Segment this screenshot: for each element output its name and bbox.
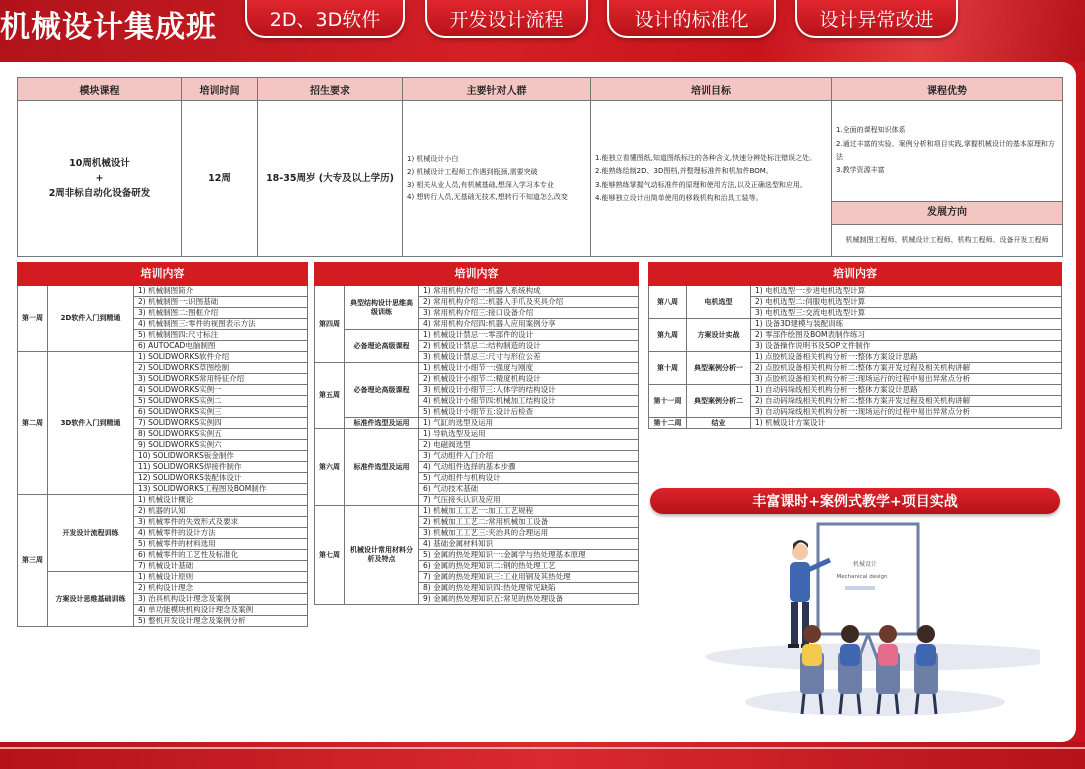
table-row — [315, 418, 639, 429]
module-name-cell: 必备理论高级课程 — [345, 363, 419, 418]
list-item: 4) SOLIDWORKS实例一 — [134, 385, 308, 396]
list-item: 6) 金属的热处理知识二:钢的热处理工艺 — [419, 561, 639, 572]
list-item: 3) 机械设计禁忌三:尺寸与形位公差 — [419, 352, 639, 363]
page-title: 机械设计集成班 — [0, 10, 217, 45]
week-cell: 第二周 — [18, 352, 48, 495]
week-cell: 第五周 — [315, 363, 345, 429]
advantages-cell: 1.全面的课程知识体系 2.通过丰富的实验、案例分析和项目实践,掌握机械设计的基本原理和方法 3.教学资源丰富 — [832, 101, 1063, 202]
table-row — [315, 506, 639, 517]
list-item: 1) 自动码垛线相关机构分析一:整体方案设计思路 — [751, 385, 1062, 396]
classroom-illustration — [700, 522, 1040, 722]
table-row — [649, 352, 1062, 363]
list-item: 4) 单功能模块机构设计理念及案例 — [134, 605, 308, 616]
content-header-row — [18, 263, 308, 286]
week-cell: 第四周 — [315, 286, 345, 363]
list-item: 4) 机械制图三:零件的视图表示方法 — [134, 319, 308, 330]
list-item: 2) 机械加工工艺二:常用机械加工设备 — [419, 517, 639, 528]
list-item: 3) 常用机构介绍三:接口设备介绍 — [419, 308, 639, 319]
module-name-cell: 必备理论高级课程 — [345, 330, 419, 363]
list-item: 5) 气动组件与机构设计 — [419, 473, 639, 484]
module-name-cell: 典型结构设计思维高级训练 — [345, 286, 419, 330]
list-item: 1) 设备3D建模与装配训练 — [751, 319, 1062, 330]
content-header-row — [649, 263, 1062, 286]
list-item: 3) 气动组件入门介绍 — [419, 451, 639, 462]
list-item: 8) 金属的热处理知识四:热处理常见缺陷 — [419, 583, 639, 594]
module-name-cell: 机械设计常用材料分析及特点 — [345, 506, 419, 605]
table-row — [315, 363, 639, 374]
list-item: 2) 机械设计小细节二:精度机构设计 — [419, 374, 639, 385]
table-row — [315, 286, 639, 297]
list-item: 1) 机械制图简介 — [134, 286, 308, 297]
audience-cell: 1) 机械设计小白 2) 机械设计工程师工作遇到瓶颈,需要突破 3) 相关从业人员,有机械基础,想深入学习本专业 4) 想转行人员,无基础无技术,想转行不知道怎么改变 — [403, 101, 591, 257]
list-item: 3) 电机选型三:交流电机选型计算 — [751, 308, 1062, 319]
week-cell: 第九周 — [649, 319, 687, 352]
module-name-cell: 典型案例分析二 — [687, 385, 751, 418]
content-header: 培训内容 — [315, 263, 639, 286]
list-item: 2) 电磁阀选型 — [419, 440, 639, 451]
list-item: 2) 点胶机设备相关机构分析二:整体方案开发过程及相关机构讲解 — [751, 363, 1062, 374]
module-name-cell: 典型案例分析一 — [687, 352, 751, 385]
direction-cell: 机械制图工程师、机械设计工程师、机构工程师、设备开发工程师 — [832, 225, 1063, 257]
list-item: 3) SOLIDWORKS常用特征介绍 — [134, 374, 308, 385]
list-item: 2) 机械设计禁忌二:结构制造的设计 — [419, 341, 639, 352]
list-item: 4) 基础金属材料知识 — [419, 539, 639, 550]
content-table-weeks-8-12 — [648, 262, 1062, 429]
list-item: 3) 机械设计小细节三:人体学的结构设计 — [419, 385, 639, 396]
list-item: 2) 常用机构介绍二:机器人手爪及夹具介绍 — [419, 297, 639, 308]
table-row — [18, 286, 308, 297]
list-item: 1) 导轨选型及运用 — [419, 429, 639, 440]
pill-design-exception: 设计异常改进 — [795, 0, 958, 38]
module-name-cell: 结业 — [687, 418, 751, 429]
list-item: 1) 气缸的选型及运用 — [419, 418, 639, 429]
list-item: 1) 机械设计方案设计 — [751, 418, 1062, 429]
list-item: 4) 气动组件选择的基本步骤 — [419, 462, 639, 473]
list-item: 8) SOLIDWORKS实例五 — [134, 429, 308, 440]
list-item: 1) 电机选型一:步进电机选型计算 — [751, 286, 1062, 297]
content-header: 培训内容 — [18, 263, 308, 286]
list-item: 12) SOLIDWORKS装配体设计 — [134, 473, 308, 484]
pill-dev-design-flow: 开发设计流程 — [425, 0, 588, 38]
pill-2d3d-software: 2D、3D软件 — [245, 0, 405, 38]
week-cell: 第三周 — [18, 495, 48, 627]
list-item: 5) SOLIDWORKS实例二 — [134, 396, 308, 407]
week-cell: 第八周 — [649, 286, 687, 319]
module-name-cell: 标准件选型及运用 — [345, 429, 419, 506]
list-item: 11) SOLIDWORKS焊接件制作 — [134, 462, 308, 473]
overview-table — [17, 77, 1063, 257]
content-table-weeks-4-7 — [314, 262, 639, 605]
header-audience: 主要针对人群 — [403, 78, 591, 101]
list-item: 3) 机械加工工艺三:夹治具的合理运用 — [419, 528, 639, 539]
module-cell: 10周机械设计 + 2周非标自动化设备研发 — [18, 101, 182, 257]
table-row — [649, 286, 1062, 297]
content-header: 培训内容 — [649, 263, 1062, 286]
list-item: 6) AUTOCAD电脑制图 — [134, 341, 308, 352]
list-item: 1) 常用机构介绍一:机器人系统构成 — [419, 286, 639, 297]
list-item: 2) 机构设计理念 — [134, 583, 308, 594]
header-requirement: 招生要求 — [258, 78, 403, 101]
content-header-row — [315, 263, 639, 286]
table-row — [649, 418, 1062, 429]
list-item: 6) 机械零件的工艺性及标准化 — [134, 550, 308, 561]
list-item: 5) 整机开发设计理念及案例分析 — [134, 616, 308, 627]
list-item: 6) SOLIDWORKS实例三 — [134, 407, 308, 418]
header-band — [0, 0, 1085, 62]
list-item: 3) 治具机构设计理念及案例 — [134, 594, 308, 605]
list-item: 9) SOLIDWORKS实例六 — [134, 440, 308, 451]
module-name-cell: 方案设计实战 — [687, 319, 751, 352]
header-advantages: 课程优势 — [832, 78, 1063, 101]
board-text-cn: 机械设计 — [852, 561, 878, 568]
list-item: 3) 点胶机设备相关机构分析三:现场运行的过程中易出异常点分析 — [751, 374, 1062, 385]
list-item: 3) 机械零件的失效形式及要求 — [134, 517, 308, 528]
list-item: 7) 金属的热处理知识三:工业用钢及其热处理 — [419, 572, 639, 583]
requirement-cell: 18-35周岁 (大专及以上学历) — [258, 101, 403, 257]
header-goals: 培训目标 — [591, 78, 832, 101]
table-row — [18, 495, 308, 506]
list-item: 4) 常用机构介绍四:机器人应用案例分享 — [419, 319, 639, 330]
list-item: 2) 机器的认知 — [134, 506, 308, 517]
module-name-cell: 开发设计流程训练 — [48, 495, 134, 572]
list-item: 2) 零部件绘图及BOM表制作练习 — [751, 330, 1062, 341]
week-cell: 第七周 — [315, 506, 345, 605]
list-item: 1) 点胶机设备相关机构分析一:整体方案设计思路 — [751, 352, 1062, 363]
header-module: 模块课程 — [18, 78, 182, 101]
list-item: 9) 金属的热处理知识五:常见的热处理设备 — [419, 594, 639, 605]
direction-header: 发展方向 — [832, 202, 1063, 225]
header-time: 培训时间 — [182, 78, 258, 101]
list-item: 5) 机械制图四:尺寸标注 — [134, 330, 308, 341]
list-item: 1) 机械设计禁忌一:零部件的设计 — [419, 330, 639, 341]
list-item: 13) SOLIDWORKS工程图及BOM制作 — [134, 484, 308, 495]
week-cell: 第六周 — [315, 429, 345, 506]
module-name-cell: 2D软件入门到精通 — [48, 286, 134, 352]
list-item: 1) 机械设计概论 — [134, 495, 308, 506]
week-cell: 第一周 — [18, 286, 48, 352]
list-item: 1) 机械加工工艺一:加工工艺规程 — [419, 506, 639, 517]
table-row — [315, 330, 639, 341]
week-cell: 第十周 — [649, 352, 687, 385]
list-item: 2) 机械制图一:识图基础 — [134, 297, 308, 308]
pill-design-standardization: 设计的标准化 — [607, 0, 776, 38]
module-name-cell: 方案设计思维基础训练 — [48, 572, 134, 627]
list-item: 1) 机械设计原则 — [134, 572, 308, 583]
list-item: 3) 机械制图二:图框介绍 — [134, 308, 308, 319]
table-row — [18, 572, 308, 583]
list-item: 10) SOLIDWORKS钣金制作 — [134, 451, 308, 462]
list-item: 6) 气动技术基础 — [419, 484, 639, 495]
list-item: 4) 机械设计小细节四:机械加工结构设计 — [419, 396, 639, 407]
list-item: 7) SOLIDWORKS实例四 — [134, 418, 308, 429]
list-item: 4) 机械零件的设计方法 — [134, 528, 308, 539]
list-item: 5) 金属的热处理知识一:金属学与热处理基本原理 — [419, 550, 639, 561]
list-item: 1) SOLIDWORKS软件介绍 — [134, 352, 308, 363]
content-table-weeks-1-3 — [17, 262, 308, 627]
table-row — [649, 319, 1062, 330]
list-item: 2) 电机选型二:伺服电机选型计算 — [751, 297, 1062, 308]
list-item: 5) 机械零件的材料选用 — [134, 539, 308, 550]
list-item: 3) 设备操作说明书及SOP文件制作 — [751, 341, 1062, 352]
table-row — [18, 352, 308, 363]
week-cell: 第十二周 — [649, 418, 687, 429]
footer-band — [0, 742, 1085, 769]
module-name-cell: 标准件选型及运用 — [345, 418, 419, 429]
edge-decoration — [1076, 92, 1085, 116]
list-item: 3) 自动码垛线相关机构分析一:现场运行的过程中易出异常点分析 — [751, 407, 1062, 418]
list-item: 7) 机械设计基础 — [134, 561, 308, 572]
week-cell: 第十一周 — [649, 385, 687, 418]
time-cell: 12周 — [182, 101, 258, 257]
feature-banner: 丰富课时+案例式教学+项目实战 — [650, 488, 1060, 514]
list-item: 2) SOLIDWORKS草图绘制 — [134, 363, 308, 374]
table-row — [315, 429, 639, 440]
module-name-cell: 电机选型 — [687, 286, 751, 319]
list-item: 7) 气压接头认识及应用 — [419, 495, 639, 506]
list-item: 2) 自动码垛线相关机构分析二:整体方案开发过程及相关机构讲解 — [751, 396, 1062, 407]
goals-cell: 1.能独立看懂图纸,知道图纸标注的各种含义,快速分辨处标注错误之处。 2.能熟练绘制2D、3D图档,并整理标准件和机加件BOM。 3.能够熟练掌握气动标准件的原理和使用方法,以及正确选型和应用。 4.能够独立设计出简单使用的移栽机构和治具工装等。 — [591, 101, 832, 257]
module-name-cell: 3D软件入门到精通 — [48, 352, 134, 495]
list-item: 1) 机械设计小细节一:强度与刚度 — [419, 363, 639, 374]
list-item: 5) 机械设计小细节五:设计后检查 — [419, 407, 639, 418]
board-text-en: Mechanical design — [836, 574, 888, 580]
table-row — [649, 385, 1062, 396]
